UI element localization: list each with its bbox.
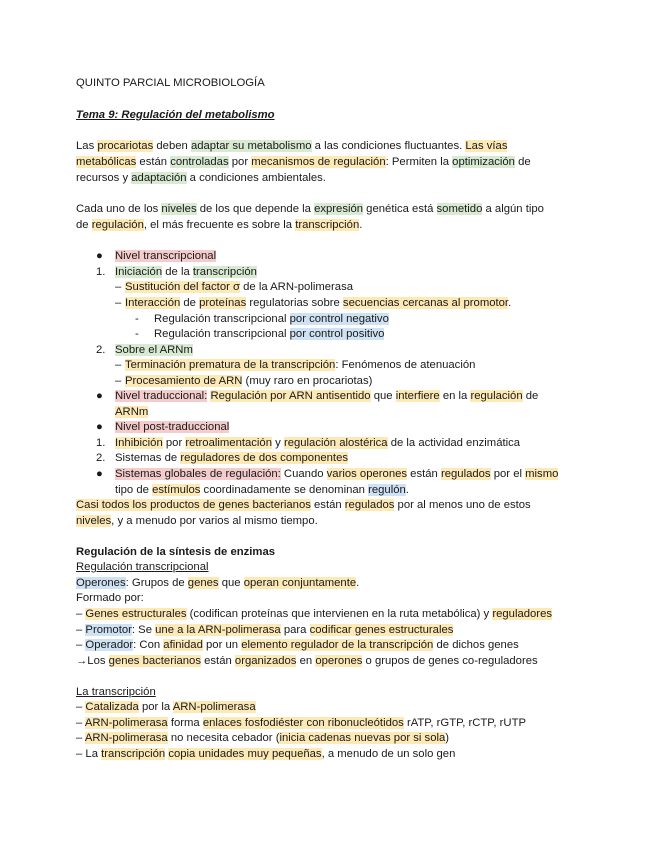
outline-iniciacion: Iniciación de la transcripción [115, 266, 257, 278]
dash-marker: – [115, 375, 122, 387]
list-number: 2. [96, 344, 106, 356]
outline-sobre-arnm: Sobre el ARNm [115, 344, 193, 356]
line-promotor: – Promotor: Se une a la ARN-polimerasa para codificar genes estructurales [76, 624, 454, 636]
bullet-marker: ● [96, 250, 103, 262]
subdash-marker: - [135, 313, 139, 325]
line-operones: Operones: Grupos de genes que operan conjuntamente. [76, 577, 360, 589]
outline-interaccion: Interacción de proteínas regulatorias sobre secuencias cercanas al promotor. [125, 297, 512, 309]
casi-line1: Casi todos los productos de genes bacterianos están regulados por al menos uno de estos [76, 499, 531, 511]
document-header: QUINTO PARCIAL MICROBIOLOGÍA [76, 77, 265, 89]
outline-inhibicion: Inhibición por retroalimentación y regulación alostérica de la actividad enzimática [115, 437, 521, 449]
section-title-sintesis: Regulación de la síntesis de enzimas [76, 546, 276, 558]
bullet-marker: ● [96, 468, 103, 480]
line-catalizada: – Catalizada por la ARN-polimerasa [76, 701, 256, 713]
bullet-marker: ● [96, 390, 103, 402]
casi-line2: niveles, y a menudo por varios al mismo tiempo. [76, 515, 318, 527]
outline-sustitucion: Sustitución del factor σ de la ARN-polimerasa [125, 281, 354, 293]
para2-line2: de regulación, el más frecuente es sobre la transcripción. [76, 219, 363, 231]
outline-reg-neg: Regulación transcripcional por control negativo [154, 313, 389, 325]
line-los-genes: →Los genes bacterianos están organizados en operones o grupos de genes co-reguladores [76, 655, 538, 667]
line-genes-estructurales: – Genes estructurales (codifican proteínas que intervienen en la ruta metabólica) y reguladores [76, 608, 553, 620]
outline-nivel-transcripcional: Nivel transcripcional [115, 250, 217, 262]
outline-nivel-post: Nivel post-traduccional [115, 421, 230, 433]
outline-arnm-cont: ARNm [115, 406, 149, 418]
dash-marker: – [115, 359, 122, 371]
subheading-reg-transcripcional: Regulación transcripcional [76, 561, 209, 573]
list-number: 2. [96, 452, 106, 464]
subheading-transcripcion: La transcripción [76, 686, 156, 698]
line-operador: – Operador: Con afinidad por un elemento regulador de la transcripción de dichos genes [76, 639, 519, 651]
list-number: 1. [96, 266, 106, 278]
outline-reg-pos: Regulación transcripcional por control positivo [154, 328, 385, 340]
para1-line3: recursos y adaptación a condiciones ambientales. [76, 172, 326, 184]
line-la-transcripcion: – La transcripción copia unidades muy pequeñas, a menudo de un solo gen [76, 748, 456, 760]
list-number: 1. [96, 437, 106, 449]
bullet-marker: ● [96, 421, 103, 433]
dash-marker: – [115, 281, 122, 293]
dash-marker: – [115, 297, 122, 309]
outline-procesamiento: Procesamiento de ARN (muy raro en procariotas) [125, 375, 373, 387]
topic-title: Tema 9: Regulación del metabolismo [76, 109, 275, 121]
outline-sistemas-dos: Sistemas de reguladores de dos componentes [115, 452, 348, 464]
line-formado: Formado por: [76, 592, 144, 604]
line-arn-forma: – ARN-polimerasa forma enlaces fosfodiéster con ribonucleótidos rATP, rGTP, rCTP, rUTP [76, 717, 527, 729]
para1-line2: metabólicas están controladas por mecanismos de regulación: Permiten la optimización de [76, 156, 531, 168]
para1-line1: Las procariotas deben adaptar su metabolismo a las condiciones fluctuantes. Las vías [76, 140, 508, 152]
outline-terminacion: Terminación prematura de la transcripción: Fenómenos de atenuación [125, 359, 476, 371]
outline-nivel-traduccional: Nivel traduccional: Regulación por ARN antisentido que interfiere en la regulación de [115, 390, 539, 402]
subdash-marker: - [135, 328, 139, 340]
outline-sistemas-globales: Sistemas globales de regulación: Cuando varios operones están regulados por el mismo [115, 468, 559, 480]
para2-line1: Cada uno de los niveles de los que depende la expresión genética está sometido a algún tipo [76, 203, 544, 215]
line-arn-no: – ARN-polimerasa no necesita cebador (inicia cadenas nuevas por si sola) [76, 732, 450, 744]
outline-sistemas-globales-cont: tipo de estímulos coordinadamente se denominan regulón. [115, 484, 409, 496]
